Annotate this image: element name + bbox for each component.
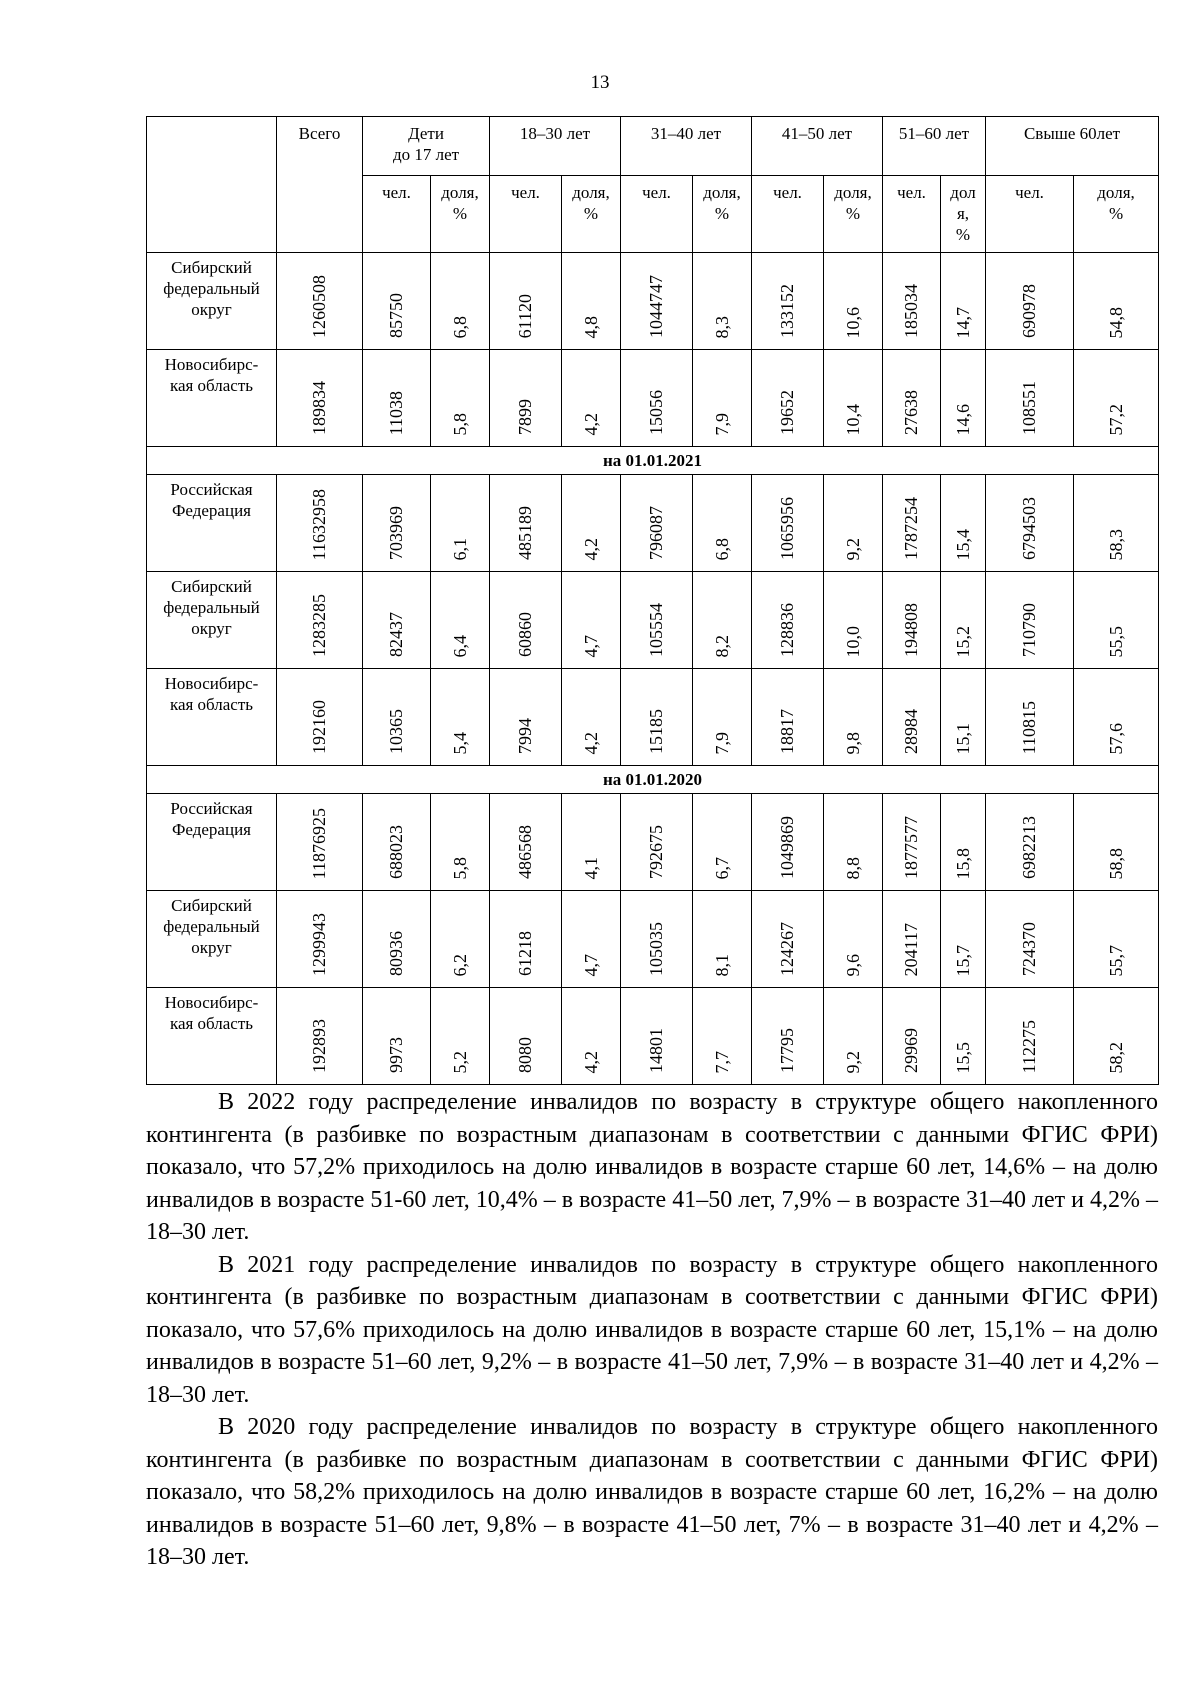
sub-share: доля, %: [1074, 176, 1159, 253]
region-name-line: округ: [191, 938, 232, 957]
region-name-line: Российская: [170, 799, 253, 818]
cell-share: [431, 988, 490, 1085]
cell-count: [490, 669, 562, 766]
cell-share: [824, 988, 883, 1085]
table-row: [147, 572, 1159, 669]
cell-value: 10365: [386, 709, 406, 754]
cell-value: 6,8: [711, 537, 732, 560]
cell-value: 8,1: [711, 953, 732, 976]
cell-value: 4,7: [580, 953, 601, 976]
cell-share: [1074, 794, 1159, 891]
cell-value: 1044747: [646, 275, 667, 338]
cell-total: [277, 669, 363, 766]
cell-value: 15,7: [952, 944, 973, 976]
table-body: [147, 117, 1159, 1085]
cell-value: 8,3: [711, 315, 732, 338]
cell-value: 5,8: [449, 412, 470, 435]
cell-count: [986, 572, 1074, 669]
cell-share: [693, 253, 752, 350]
table-row: [147, 794, 1159, 891]
cell-count: [621, 891, 693, 988]
sub-share: доля, %: [562, 176, 621, 253]
cell-share: [941, 350, 986, 447]
cell-value: 4,8: [580, 315, 601, 338]
cell-count: [986, 350, 1074, 447]
cell-value: 15,8: [952, 847, 973, 879]
cell-share: [562, 794, 621, 891]
region-name-line: кая область: [169, 376, 254, 395]
table-row: [147, 475, 1159, 572]
cell-count: [621, 350, 693, 447]
region-name-line: Сибирский: [171, 896, 252, 915]
region-name-line: Сибирский: [171, 577, 252, 596]
header-children: [363, 117, 490, 176]
cell-value: 27638: [901, 390, 922, 435]
region-name-line: Федерация: [171, 820, 251, 839]
cell-value: 1049869: [777, 816, 798, 879]
cell-share: [562, 350, 621, 447]
region-name-line: округ: [191, 300, 232, 319]
cell-value: 58,8: [1105, 847, 1126, 879]
cell-count: [621, 475, 693, 572]
cell-count: [490, 891, 562, 988]
sub-share: доля, %: [824, 176, 883, 253]
cell-value: 1787254: [901, 497, 922, 560]
cell-value: 80936: [386, 931, 406, 976]
cell-share: [1074, 475, 1159, 572]
cell-share: [693, 794, 752, 891]
cell-count: [490, 350, 562, 447]
cell-value: 6794503: [1019, 497, 1040, 560]
cell-share: [824, 669, 883, 766]
cell-value: 6,1: [449, 537, 470, 560]
cell-value: 4,2: [580, 537, 601, 560]
disability-age-table: [146, 116, 1159, 1085]
cell-share: [562, 572, 621, 669]
header-region-cell: [147, 117, 277, 253]
cell-share: [693, 988, 752, 1085]
cell-share: [693, 350, 752, 447]
cell-value: 6,4: [449, 634, 470, 657]
cell-value: 55,5: [1105, 625, 1126, 657]
cell-count: [752, 475, 824, 572]
cell-total: [277, 891, 363, 988]
table-row: [147, 350, 1159, 447]
region-name-line: Новосибирс-: [164, 674, 259, 693]
region-name: [147, 669, 277, 766]
header-group-31-40: 31–40 лет: [621, 117, 752, 176]
region-name: [147, 891, 277, 988]
cell-share: [941, 891, 986, 988]
cell-value: 14,6: [952, 403, 973, 435]
region-name: [147, 988, 277, 1085]
region-name-line: федеральный: [163, 598, 260, 617]
cell-share: [431, 891, 490, 988]
cell-value: 128836: [777, 603, 798, 657]
cell-value: 10,0: [842, 625, 863, 657]
cell-count: [883, 794, 941, 891]
cell-count: [752, 891, 824, 988]
cell-value: 9,6: [842, 953, 863, 976]
region-name-line: федеральный: [163, 279, 260, 298]
cell-value: 18817: [777, 709, 798, 754]
table-row: [147, 669, 1159, 766]
body-text: [146, 1086, 1158, 1574]
cell-value: 7,7: [711, 1050, 732, 1073]
region-name-line: округ: [191, 619, 232, 638]
sub-count: чел.: [752, 176, 824, 253]
cell-value: 110815: [1019, 700, 1040, 754]
region-name-line: Новосибирс-: [164, 993, 259, 1012]
region-name-line: кая область: [169, 695, 254, 714]
cell-count: [883, 891, 941, 988]
cell-value: 133152: [777, 284, 798, 338]
paragraph-2020: В 2020 году распределение инвалидов по возрасту в структуре общего накопленного контингента (в разбивке по возрастным диапазонам в соответствии с данными ФГИС ФРИ) показало, что 58,2% приходилось на долю инвалидов в возрасте старше 60 лет, 16,2% – на долю инвалидов в возрасте 51–60 лет, 9,8% – в возрасте 41–50 лет, 7% – в возрасте 31–40 лет и 4,2% – 18–30 лет.: [146, 1414, 1158, 1570]
cell-share: [1074, 253, 1159, 350]
cell-share: [1074, 988, 1159, 1085]
cell-value: 6982213: [1019, 816, 1040, 879]
cell-share: [562, 988, 621, 1085]
cell-count: [490, 475, 562, 572]
cell-value: 6,2: [449, 953, 470, 976]
cell-value: 105035: [646, 922, 667, 976]
region-name: [147, 794, 277, 891]
cell-value: 6,8: [449, 315, 470, 338]
cell-value: 7,9: [711, 412, 732, 435]
cell-value: 4,7: [580, 634, 601, 657]
cell-share: [941, 572, 986, 669]
cell-count: [621, 253, 693, 350]
cell-count: [490, 794, 562, 891]
cell-count: [986, 988, 1074, 1085]
cell-count: [986, 669, 1074, 766]
region-name-line: Российская: [170, 480, 253, 499]
cell-count: [883, 475, 941, 572]
cell-count: [986, 253, 1074, 350]
cell-value: 9973: [386, 1037, 406, 1073]
region-name: [147, 253, 277, 350]
cell-share: [824, 891, 883, 988]
cell-value: 105554: [646, 603, 667, 657]
cell-value: 57,2: [1105, 403, 1126, 435]
cell-share: [824, 572, 883, 669]
cell-count: [363, 475, 431, 572]
header-children-line2: до 17 лет: [392, 145, 460, 164]
cell-count: [621, 794, 693, 891]
cell-count: [490, 253, 562, 350]
sub-count: чел.: [490, 176, 562, 253]
cell-count: [883, 572, 941, 669]
cell-count: [752, 253, 824, 350]
cell-count: [752, 350, 824, 447]
cell-value: 15185: [646, 709, 667, 754]
cell-count: [363, 794, 431, 891]
cell-value: 688023: [386, 825, 406, 879]
cell-share: [941, 669, 986, 766]
cell-value: 4,2: [580, 412, 601, 435]
cell-share: [431, 350, 490, 447]
cell-value: 7994: [515, 718, 536, 754]
cell-value: 796087: [646, 506, 667, 560]
cell-value: 1283285: [309, 594, 329, 657]
cell-value: 7,9: [711, 731, 732, 754]
cell-count: [363, 988, 431, 1085]
sub-count: чел.: [986, 176, 1074, 253]
cell-share: [693, 669, 752, 766]
cell-share: [824, 794, 883, 891]
cell-share: [431, 794, 490, 891]
cell-value: 710790: [1019, 603, 1040, 657]
sub-count: чел.: [363, 176, 431, 253]
cell-value: 108551: [1019, 381, 1040, 435]
cell-share: [431, 253, 490, 350]
header-total: Всего: [277, 117, 363, 253]
cell-value: 485189: [515, 506, 536, 560]
cell-count: [883, 350, 941, 447]
cell-share: [562, 475, 621, 572]
cell-share: [1074, 669, 1159, 766]
cell-share: [824, 350, 883, 447]
paragraph-2021: В 2021 году распределение инвалидов по возрасту в структуре общего накопленного контингента (в разбивке по возрастным диапазонам в соответствии с данными ФГИС ФРИ) показало, что 57,6% приходилось на долю инвалидов в возрасте старше 60 лет, 15,1% – на долю инвалидов в возрасте 51–60 лет, 9,2% – в возрасте 41–50 лет, 7,9% – в возрасте 31–40 лет и 4,2% – 18–30 лет.: [146, 1251, 1158, 1408]
region-name-line: Новосибирс-: [164, 355, 259, 374]
cell-value: 60860: [515, 612, 536, 657]
cell-value: 9,2: [842, 1050, 863, 1073]
header-row-groups: [147, 117, 1159, 176]
cell-value: 11632958: [309, 488, 329, 560]
cell-value: 29969: [901, 1028, 922, 1073]
cell-value: 6,7: [711, 856, 732, 879]
cell-value: 4,2: [580, 1050, 601, 1073]
cell-value: 690978: [1019, 284, 1040, 338]
cell-count: [363, 253, 431, 350]
section-row: [147, 447, 1159, 475]
cell-value: 19652: [777, 390, 798, 435]
region-name-line: Федерация: [171, 501, 251, 520]
cell-value: 11038: [386, 390, 406, 435]
cell-share: [562, 669, 621, 766]
cell-value: 15,1: [952, 722, 973, 754]
cell-value: 61218: [515, 931, 536, 976]
cell-share: [693, 572, 752, 669]
section-row: [147, 766, 1159, 794]
cell-share: [1074, 572, 1159, 669]
region-name: [147, 350, 277, 447]
cell-share: [431, 475, 490, 572]
cell-value: 14801: [646, 1028, 667, 1073]
cell-value: 5,2: [449, 1050, 470, 1073]
cell-value: 10,6: [842, 306, 863, 338]
cell-total: [277, 572, 363, 669]
cell-value: 192893: [309, 1019, 329, 1073]
cell-count: [752, 669, 824, 766]
cell-count: [883, 669, 941, 766]
cell-value: 5,8: [449, 856, 470, 879]
cell-value: 8080: [515, 1037, 536, 1073]
sub-share-narrow: дол я, %: [941, 176, 986, 253]
cell-count: [621, 988, 693, 1085]
cell-total: [277, 475, 363, 572]
cell-value: 58,3: [1105, 528, 1126, 560]
cell-total: [277, 253, 363, 350]
page-number: 13: [590, 72, 610, 93]
cell-value: 5,4: [449, 731, 470, 754]
cell-value: 10,4: [842, 403, 863, 435]
cell-value: 15,2: [952, 625, 973, 657]
cell-value: 15056: [646, 390, 667, 435]
cell-value: 112275: [1019, 1019, 1040, 1073]
header-group-18-30: 18–30 лет: [490, 117, 621, 176]
cell-count: [986, 891, 1074, 988]
cell-value: 192160: [309, 700, 329, 754]
cell-share: [941, 253, 986, 350]
cell-share: [693, 475, 752, 572]
cell-share: [1074, 891, 1159, 988]
cell-value: 54,8: [1105, 306, 1126, 338]
cell-share: [941, 794, 986, 891]
cell-count: [621, 572, 693, 669]
cell-count: [490, 988, 562, 1085]
cell-value: 15,5: [952, 1041, 973, 1073]
cell-total: [277, 350, 363, 447]
cell-count: [752, 988, 824, 1085]
cell-value: 85750: [386, 293, 406, 338]
cell-share: [431, 572, 490, 669]
region-name-line: Сибирский: [171, 258, 252, 277]
header-children-line1: Дети: [408, 124, 444, 143]
region-name: [147, 475, 277, 572]
cell-value: 1260508: [309, 275, 329, 338]
cell-value: 14,7: [952, 306, 973, 338]
cell-value: 61120: [515, 293, 536, 338]
cell-share: [693, 891, 752, 988]
cell-count: [986, 794, 1074, 891]
cell-count: [883, 988, 941, 1085]
cell-value: 9,8: [842, 731, 863, 754]
table-row: [147, 253, 1159, 350]
cell-count: [986, 475, 1074, 572]
cell-value: 7899: [515, 399, 536, 435]
cell-value: 194808: [901, 603, 922, 657]
cell-share: [941, 988, 986, 1085]
cell-share: [941, 475, 986, 572]
section-date-label: на 01.01.2020: [147, 766, 1159, 794]
cell-value: 204117: [901, 922, 922, 976]
paragraph-2022: В 2022 году распределение инвалидов по возрасту в структуре общего накопленного контингента (в разбивке по возрастным диапазонам в соответствии с данными ФГИС ФРИ) показало, что 57,2% приходилось на долю инвалидов в возрасте старше 60 лет, 14,6% – на долю инвалидов в возрасте 51-60 лет, 10,4% – в возрасте 41–50 лет, 7,9% – в возрасте 31–40 лет и 4,2% – 18–30 лет.: [146, 1089, 1158, 1245]
cell-share: [431, 669, 490, 766]
cell-count: [490, 572, 562, 669]
region-name-line: кая область: [169, 1014, 254, 1033]
cell-share: [1074, 350, 1159, 447]
cell-value: 1877577: [901, 816, 922, 879]
cell-value: 4,2: [580, 731, 601, 754]
cell-value: 11876925: [309, 807, 329, 879]
sub-count: чел.: [883, 176, 941, 253]
cell-share: [562, 253, 621, 350]
cell-count: [363, 572, 431, 669]
cell-count: [363, 891, 431, 988]
cell-count: [883, 253, 941, 350]
cell-total: [277, 988, 363, 1085]
sub-share: доля, %: [693, 176, 752, 253]
cell-value: 486568: [515, 825, 536, 879]
cell-share: [824, 253, 883, 350]
cell-value: 1299943: [309, 913, 329, 976]
cell-value: 724370: [1019, 922, 1040, 976]
cell-value: 15,4: [952, 528, 973, 560]
cell-share: [562, 891, 621, 988]
cell-value: 8,2: [711, 634, 732, 657]
sub-count: чел.: [621, 176, 693, 253]
sub-share: доля, %: [431, 176, 490, 253]
cell-value: 58,2: [1105, 1041, 1126, 1073]
cell-value: 57,6: [1105, 722, 1126, 754]
cell-share: [824, 475, 883, 572]
header-group-41-50: 41–50 лет: [752, 117, 883, 176]
cell-value: 55,7: [1105, 944, 1126, 976]
section-date-label: на 01.01.2021: [147, 447, 1159, 475]
cell-value: 1065956: [777, 497, 798, 560]
cell-count: [363, 350, 431, 447]
cell-value: 703969: [386, 506, 406, 560]
cell-count: [752, 572, 824, 669]
cell-total: [277, 794, 363, 891]
header-group-51-60: 51–60 лет: [883, 117, 986, 176]
region-name: [147, 572, 277, 669]
table-row: [147, 988, 1159, 1085]
cell-value: 185034: [901, 284, 922, 338]
cell-value: 17795: [777, 1028, 798, 1073]
cell-value: 9,2: [842, 537, 863, 560]
cell-value: 28984: [901, 709, 922, 754]
cell-value: 4,1: [580, 856, 601, 879]
cell-count: [752, 794, 824, 891]
cell-value: 792675: [646, 825, 667, 879]
header-group-over-60: Свыше 60лет: [986, 117, 1159, 176]
region-name-line: федеральный: [163, 917, 260, 936]
cell-count: [363, 669, 431, 766]
cell-value: 189834: [309, 381, 329, 435]
cell-value: 82437: [386, 612, 406, 657]
cell-value: 8,8: [842, 856, 863, 879]
cell-count: [621, 669, 693, 766]
table-row: [147, 891, 1159, 988]
cell-value: 124267: [777, 922, 798, 976]
